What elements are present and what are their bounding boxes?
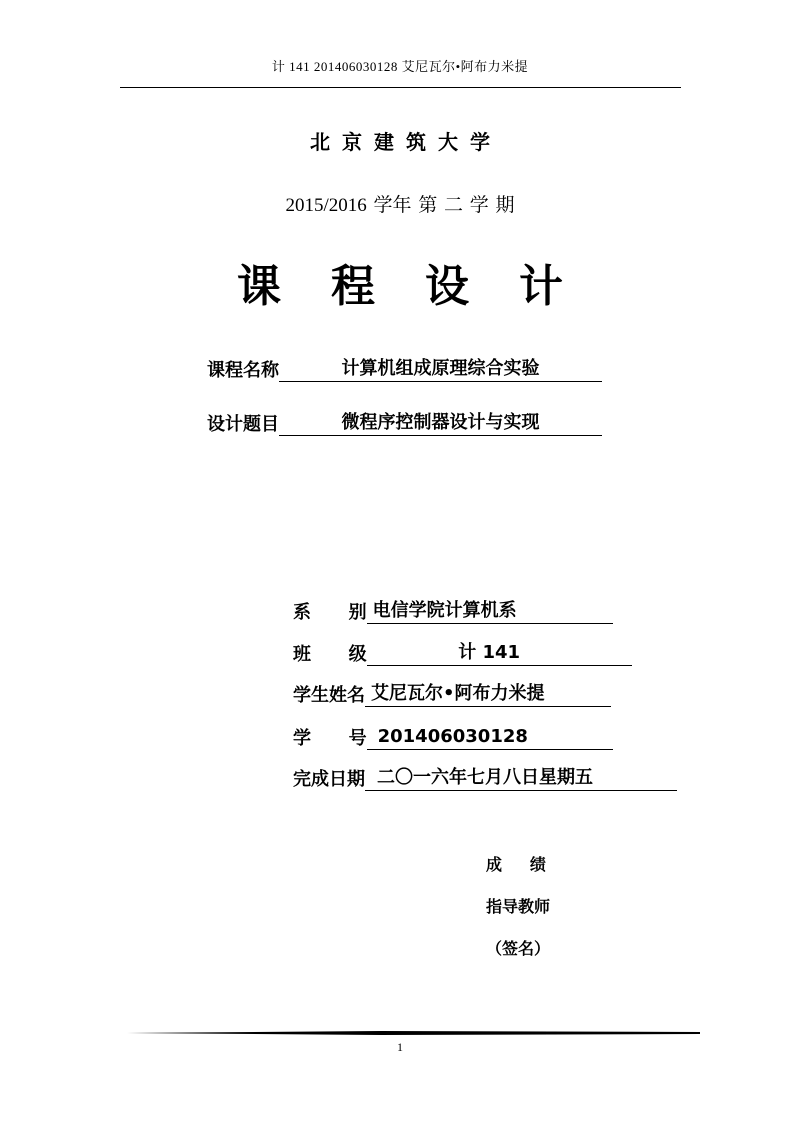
completion-date-value: 二〇一六年七月八日星期五	[365, 766, 677, 791]
semester: 2015/2016 学年 第 二 学 期	[285, 195, 515, 216]
student-id-label: 学 号	[293, 728, 367, 749]
department-label: 系 别	[293, 602, 367, 623]
advisor-label: 指导教师	[486, 897, 551, 916]
design-topic-value: 微程序控制器设计与实现	[279, 411, 602, 436]
signature-label: （签名）	[486, 939, 551, 958]
class-row	[293, 640, 632, 666]
document-title: 课程设计	[237, 261, 613, 312]
student-name-value: 艾尼瓦尔•阿布力米提	[365, 682, 611, 707]
department-value: 电信学院计算机系	[367, 599, 613, 624]
course-name-label: 课程名称	[207, 360, 279, 381]
class-value: 计 141	[367, 641, 632, 666]
course-name-value: 计算机组成原理综合实验	[279, 357, 602, 382]
design-topic-label: 设计题目	[207, 414, 279, 435]
page-header: 计 141 201406030128 艾尼瓦尔•阿布力米提	[271, 59, 529, 74]
student-id-value: 201406030128	[367, 725, 613, 750]
class-label: 班 级	[293, 644, 367, 665]
student-id-row	[293, 724, 613, 750]
design-topic-row	[207, 410, 602, 436]
course-name-row	[207, 356, 602, 382]
page-number: 1	[397, 1040, 403, 1054]
completion-date-label: 完成日期	[293, 769, 365, 790]
student-name-label: 学生姓名	[293, 685, 365, 706]
completion-date-row	[293, 765, 677, 791]
student-name-row	[293, 681, 611, 707]
grade-label: 成 绩	[486, 855, 546, 874]
university-name: 北京建筑大学	[310, 130, 502, 154]
header-rule	[120, 87, 681, 88]
department-row	[293, 598, 613, 624]
footer-rule	[120, 1031, 700, 1035]
